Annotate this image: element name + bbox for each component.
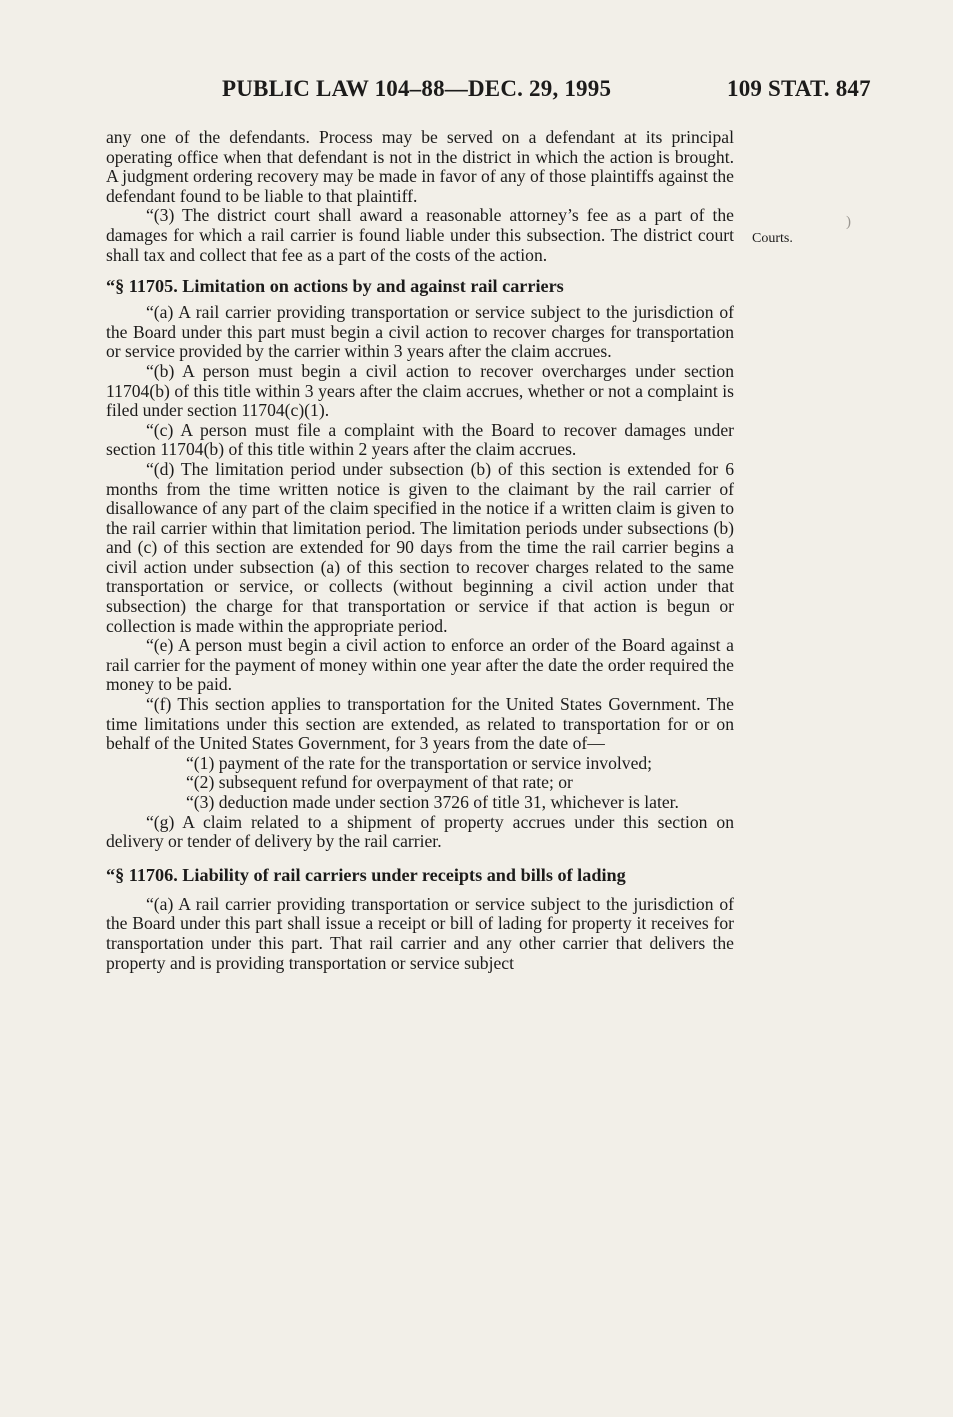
section-heading-11706: “§ 11706. Liability of rail carriers under receipts and bills of lading xyxy=(106,864,626,885)
subsection-g: “(g) A claim related to a shipment of property accrues under this section on delivery or tender of delivery by the rail carrier. xyxy=(106,811,734,852)
subsection-c: “(c) A person must file a complaint with the Board to recover damages under section 11704(b) of this title within 2 years after the claim accrues. xyxy=(106,419,734,460)
law-citation: PUBLIC LAW 104–88—DEC. 29, 1995 xyxy=(222,76,612,101)
subsection-a: “(a) A rail carrier providing transportation or service subject to the jurisdiction of the Board under this part must begin a civil action to recover charges for transportation or service provided by the carrier within 3 years after the claim accrues. xyxy=(106,302,734,362)
section-heading-11705: “§ 11705. Limitation on actions by and against rail carriers xyxy=(106,276,564,297)
paragraph-f2: “(2) subsequent refund for overpayment of that rate; or xyxy=(186,772,573,793)
subsection-a-11706: “(a) A rail carrier providing transportation or service subject to the jurisdiction of the Board under this part shall issue a receipt or bill of lading for property it receives for transportation under this part. That rail carrier and any other carrier that delivers the property and is providing transportation or service subject xyxy=(106,893,734,973)
subsection-e: “(e) A person must begin a civil action to enforce an order of the Board against a rail carrier for the payment of money within one year after the date the order required the money to be paid. xyxy=(106,635,734,695)
subsection-b: “(b) A person must begin a civil action to recover overcharges under section 11704(b) of this title within 3 years after the claim accrues, whether or not a complaint is filed under section 11704(c)(1). xyxy=(106,360,734,421)
stat-page-number: 109 STAT. 847 xyxy=(727,76,871,101)
paragraph-f1: “(1) payment of the rate for the transportation or service involved; xyxy=(186,752,653,773)
subsection-d: “(d) The limitation period under subsection (b) of this section is extended for 6 months from the time written notice is given to the claimant by the rail carrier of disallowance of any part of the claim specified in the notice if a written claim is given to the rail carrier within that limitation period. The limitation periods under subsections (b) and (c) of this section are extended for 90 days from the time the rail carrier begins a civil action under subsection (a) of this section to recover charges related to the same transportation or service, or collects (without beginning a civil action under that subsection) the charge for that transportation or service if that action is begun or collection is made within the appropriate period. xyxy=(106,458,734,636)
paragraph-attorney-fee: “(3) The district court shall award a reasonable attorney’s fee as a part of the damages for which a rail carrier is found liable under this subsection. The district court shall tax and collect that fee as a part of the costs of the action. xyxy=(106,205,734,265)
subsection-f: “(f) This section applies to transportation for the United States Government. The time limitations under this section are extended, as related to transportation for or on behalf of the United States Government, for 3 years from the date of— xyxy=(106,694,734,754)
scan-mark: ) xyxy=(846,214,851,230)
running-header xyxy=(0,76,953,110)
paragraph-continuation: any one of the defendants. Process may be served on a defendant at its principal operating office when that defendant is not in the district in which the action is brought. A judgment ordering recovery may be made in favor of any of those plaintiffs against the defendant found to be liable to that plaintiff. xyxy=(106,127,734,206)
body-text xyxy=(106,128,734,973)
paragraph-f3: “(3) deduction made under section 3726 of title 31, whichever is later. xyxy=(186,792,679,812)
margin-note: Courts. xyxy=(752,231,793,246)
